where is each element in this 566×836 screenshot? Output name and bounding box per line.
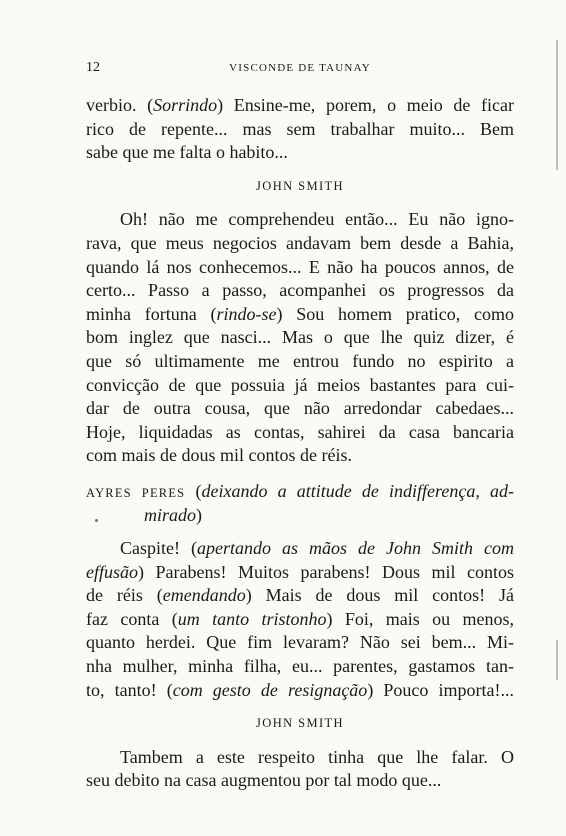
text-line: de réis (emendando) Mais de dous mil contos! Já — [86, 585, 514, 606]
text-line: quanto herdei. Que fim levaram? Não sei bem... Mi- — [86, 632, 514, 653]
text-line: nha mulher, minha filha, eu... parentes, gastamos tan- — [86, 656, 514, 677]
page-edge-mark — [556, 640, 558, 680]
text-line: Tambem a este respeito tinha que lhe falar. O — [120, 746, 514, 767]
page-edge-mark — [556, 40, 558, 170]
text-line: faz conta (um tanto tristonho) Foi, mais ou menos, — [86, 608, 515, 629]
text-line: to, tanto! (com gesto de resignação) Pouco importa!... — [86, 679, 514, 700]
text-line: Oh! não me comprehendeu então... Eu não igno- — [120, 209, 514, 230]
text-line: Caspite! (apertando as mãos de John Smith com — [120, 538, 514, 559]
ink-speck — [95, 519, 98, 522]
text-line: rico de repente... mas sem trabalhar muito... Bem — [86, 118, 514, 139]
text-line: dar de outra cousa, que não arredondar cabedaes... — [86, 398, 514, 419]
page-header — [86, 60, 514, 80]
text-line: quando lá nos conhecemos... E não ha poucos annos, de — [86, 256, 514, 277]
text-line: convicção de que possuia já meios bastantes para cui- — [86, 374, 514, 395]
page-body — [86, 94, 514, 793]
text-line: que só ultimamente me entrou fundo no espirito a — [86, 350, 514, 371]
speaker-heading: JOHN SMITH — [256, 178, 344, 193]
text-line: minha fortuna (rindo-se) Sou homem pratico, como — [86, 303, 515, 324]
text-line: mirado) — [144, 504, 203, 525]
speaker-heading: AYRES PERES — [86, 485, 186, 500]
text-line: verbio. (Sorrindo) Ensine-me, porem, o meio de ficar — [86, 95, 514, 115]
running-head: VISCONDE DE TAUNAY — [229, 62, 371, 74]
text-line: Hoje, liquidadas as contas, sahirei da casa bancaria — [86, 421, 514, 442]
text-line: certo... Passo a passo, acompanhei os progressos da — [86, 280, 514, 301]
text-line: seu debito na casa augmentou por tal modo que... — [86, 770, 442, 791]
text-line: rava, que meus negocios andavam bem desde a Bahia, — [86, 232, 514, 253]
text-line: com mais de dous mil contos de réis. — [86, 445, 352, 466]
speaker-line: AYRES PERES (deixando a attitude de indifferença, ad- — [86, 480, 515, 501]
text-line: bom inglez que nasci... Mas o que lhe quiz dizer, é — [86, 327, 514, 348]
page-number: 12 — [86, 60, 100, 75]
speaker-heading: JOHN SMITH — [256, 716, 344, 731]
text-line: effusão) Parabens! Muitos parabens! Dous mil contos — [86, 561, 514, 582]
text-line: sabe que me falta o habito... — [86, 142, 288, 163]
